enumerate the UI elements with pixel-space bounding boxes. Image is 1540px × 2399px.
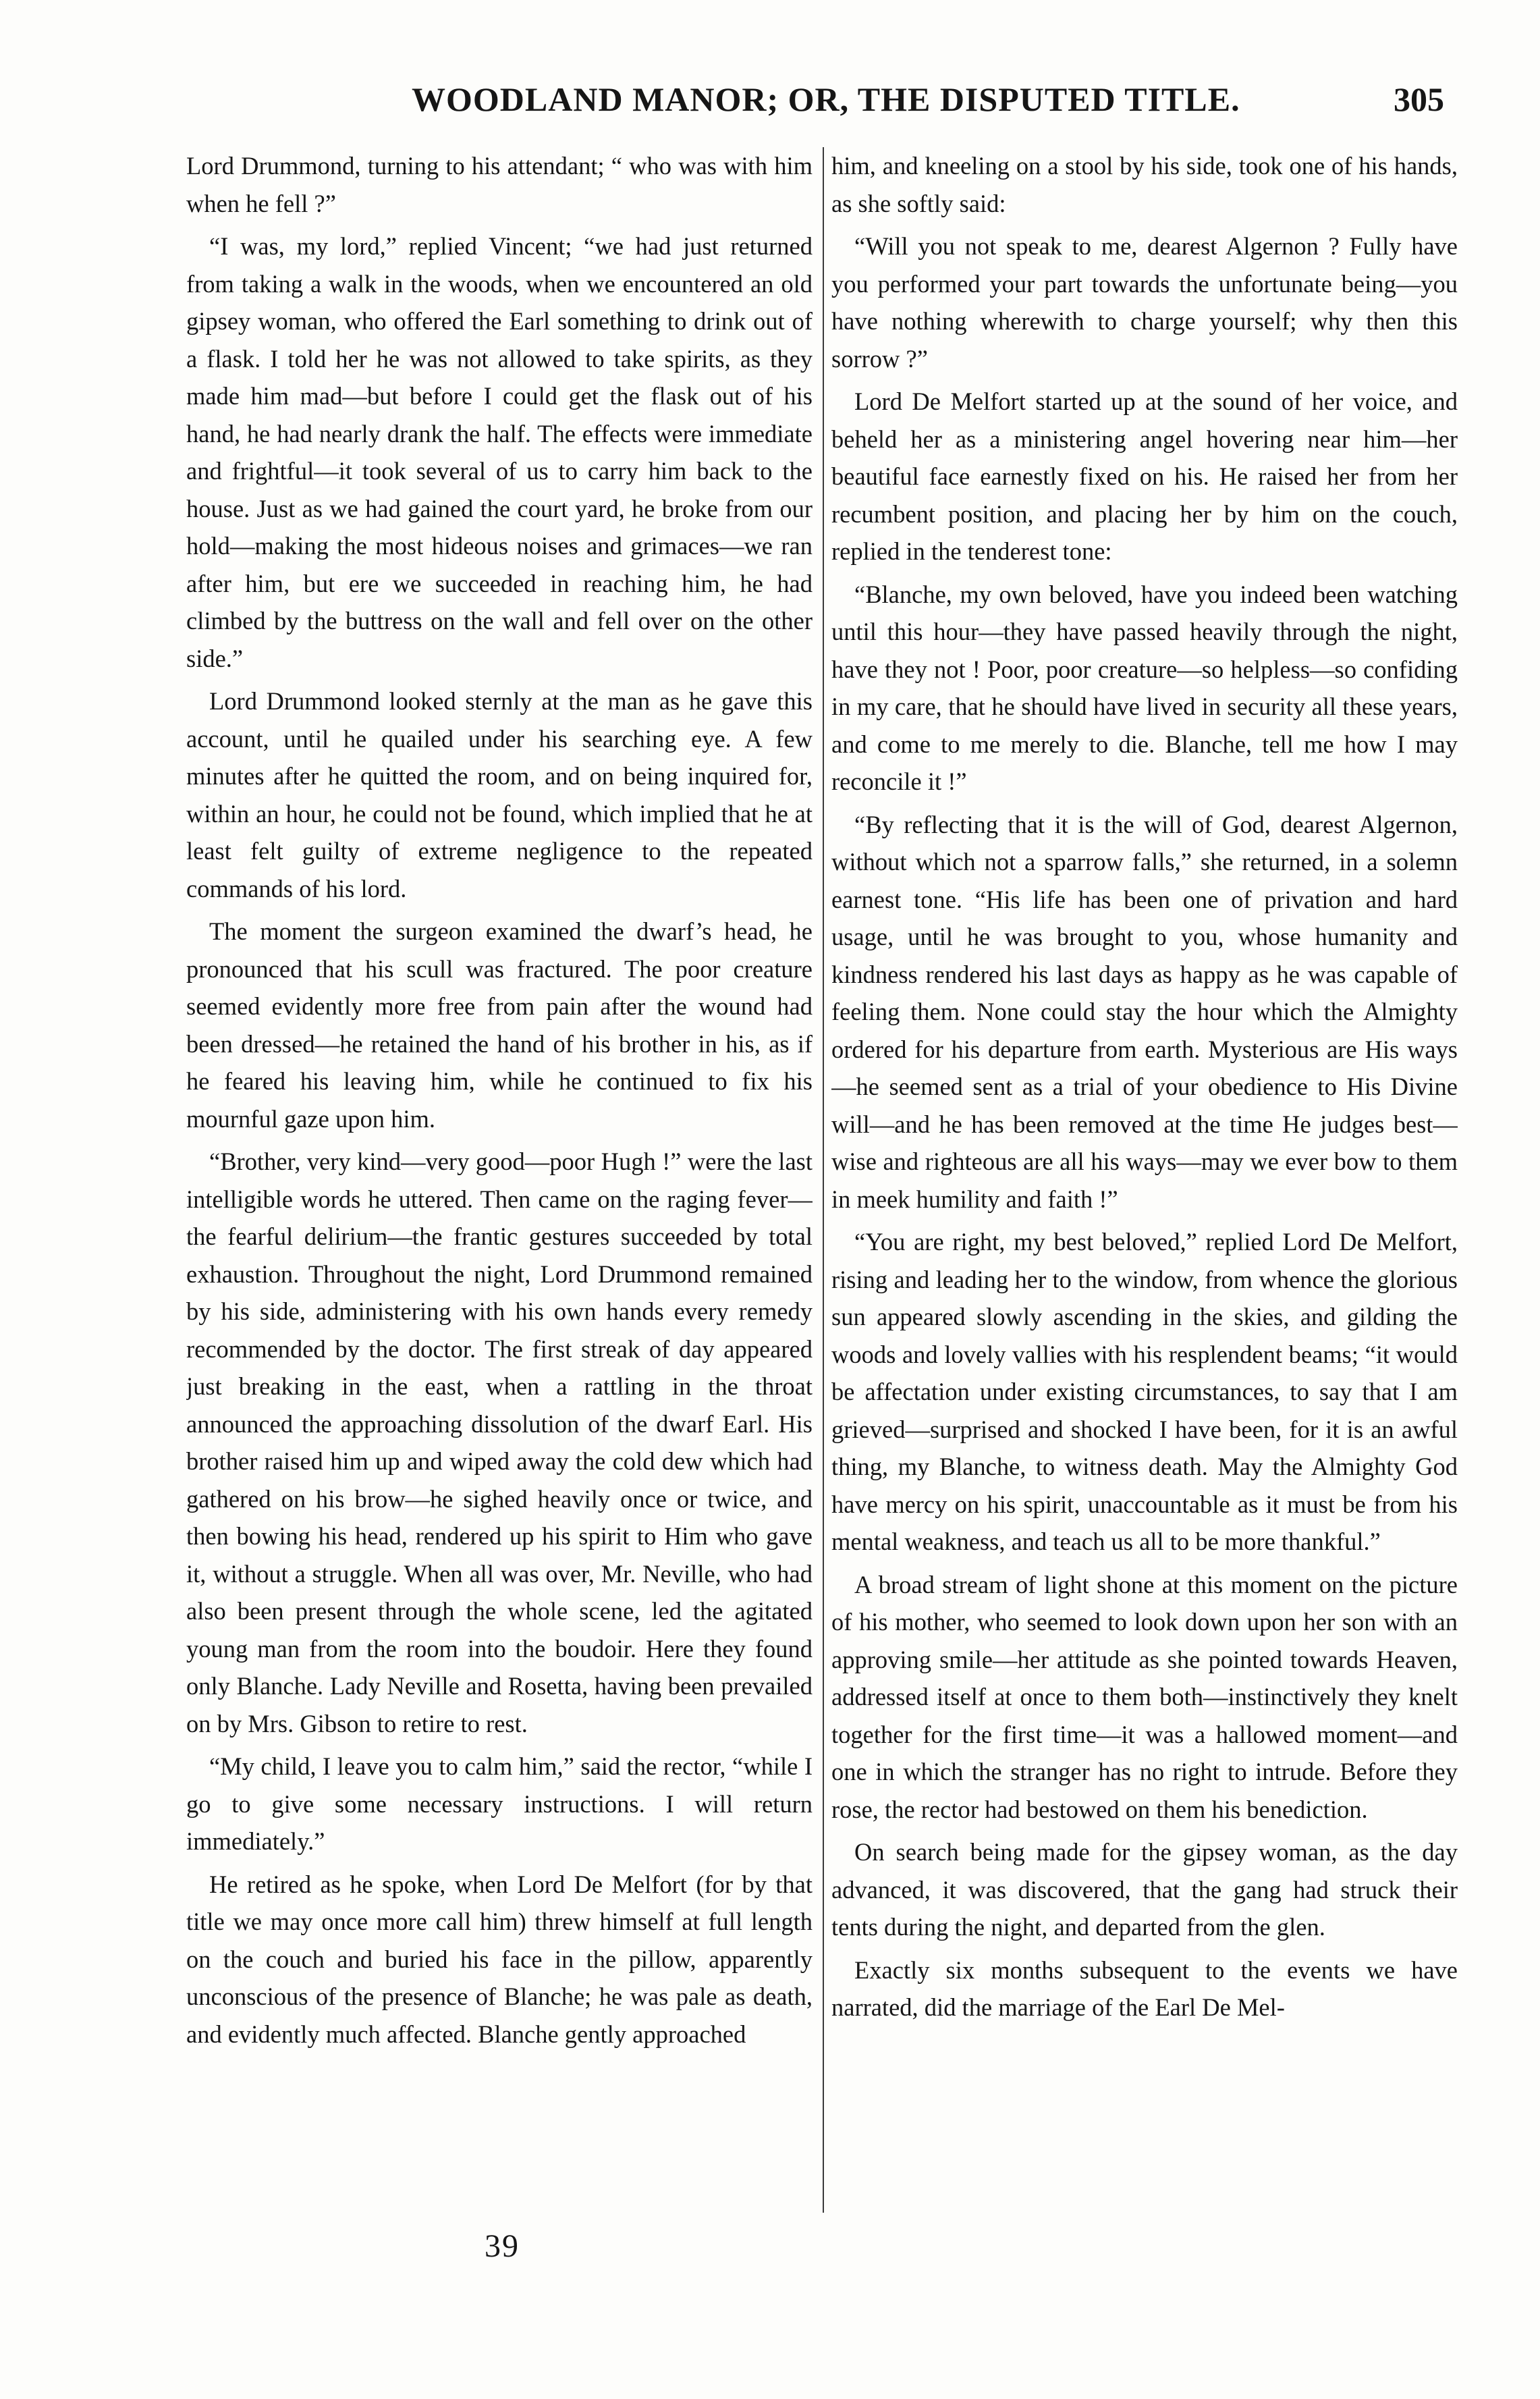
paragraph: A broad stream of light shone at this moment on the picture of his mother, who seemed to look down upon her son with an approving smile—her attitude as she pointed towards Heaven, addressed itself at once to them both—instinctively they knelt together for the first time—it was a hallowed moment—and one in which the stranger has no right to intrude. Before they rose, the rector had bestowed on them his benediction. xyxy=(831,1570,1458,1823)
paragraph: He retired as he spoke, when Lord De Melfort (for by that title we may once more call him) threw himself at full length on the couch and buried his face in the pillow, apparently unconscious of the presence of Blanche; he was pale as death, and evidently much affected. Blanche gently approached xyxy=(186,1870,813,2048)
paragraph: “Blanche, my own beloved, have you indeed been watching until this hour—they have passed heavily through the night, have they not ! Poor, poor creature—so helpless—so confiding in my care, that he should have lived in security all these years, and come to me merely to die. Blanche, tell me how I may reconcile it !” xyxy=(831,580,1458,795)
paragraph: “By reflecting that it is the will of God, dearest Algernon, without which not a sparrow falls,” she returned, in a solemn earnest tone. “His life has been one of privation and hard usage, until he was brought to you, whose humanity and kindness rendered his last days as happy as he was capable of feeling them. None could stay the hour which the Almighty ordered for his departure from earth. Mysterious are His ways—he seemed sent as a trial of your obedience to His Divine will—and he has been removed at the time He judges best—wise and righteous are all his ways—may we ever bow to them in meek humility and faith !” xyxy=(831,810,1458,1213)
paragraph: Lord De Melfort started up at the sound of her voice, and beheld her as a ministering angel hovering near him—her beautiful face earnestly fixed on his. He raised her from her recumbent position, and placing her by him on the couch, replied in the tenderest tone: xyxy=(831,387,1458,565)
paragraph: “Brother, very kind—very good—poor Hugh !” were the last intelligible words he uttered. Then came on the raging fever—the fearful delirium—the frantic gestures succeeded by total exhaustion. Throughout the night, Lord Drummond remained by his side, administering with his own hands every remedy recommended by the doctor. The first streak of day appeared just breaking in the east, when a rattling in the throat announced the approaching dissolution of the dwarf Earl. His brother raised him up and wiped away the cold dew which had gathered on his brow—he sighed heavily once or twice, and then bowing his head, rendered up his spirit to Him who gave it, without a struggle. When all was over, Mr. Neville, who had also been present through the whole scene, led the agitated young man from the room into the boudoir. Here they found only Blanche. Lady Neville and Rosetta, having been prevailed on by Mrs. Gibson to retire to rest. xyxy=(186,1148,813,1737)
paragraph: Exactly six months subsequent to the events we have narrated, did the marriage of the Earl De Mel- xyxy=(831,1956,1458,2021)
paragraph: On search being made for the gipsey woman, as the day advanced, it was discovered, that the gang had struck their tents during the night, and departed from the glen. xyxy=(831,1838,1458,1941)
left-column xyxy=(186,147,813,2199)
paragraph: him, and kneeling on a stool by his side, took one of his hands, as she softly said: xyxy=(831,152,1458,217)
page-number: 305 xyxy=(1394,80,1444,118)
paragraph: “My child, I leave you to calm him,” said the rector, “while I go to give some necessary instructions. I will return immediately.” xyxy=(186,1752,813,1855)
running-title: WOODLAND MANOR; OR, THE DISPUTED TITLE. xyxy=(412,80,1240,118)
paragraph: The moment the surgeon examined the dwarf’s head, he pronounced that his scull was fractured. The poor creature seemed evidently more free from pain after the wound had been dressed—he retained the hand of his brother in his, as if he feared his leaving him, while he continued to fix his mournful gaze upon him. xyxy=(186,917,813,1133)
signature-mark: 39 xyxy=(485,2228,520,2264)
paragraph: “You are right, my best beloved,” replied Lord De Melfort, rising and leading her to the window, from whence the glorious sun appeared slowly ascending in the skies, and gilding the woods and lovely vallies with his resplendent beams; “it would be affectation under existing circumstances, to say that I am grieved—surprised and shocked I have been, for it is an awful thing, my Blanche, to witness death. May the Almighty God have mercy on his spirit, unaccountable as it must be from his mental weakness, and teach us all to be more thankful.” xyxy=(831,1228,1458,1555)
right-column xyxy=(831,147,1458,2199)
paragraph: “I was, my lord,” replied Vincent; “we had just returned from taking a walk in the woods, when we encountered an old gipsey woman, who offered the Earl something to drink out of a flask. I told her he was not allowed to take spirits, as they made him mad—but before I could get the flask out of his hand, he had nearly drank the half. The effects were immediate and frightful—it took several of us to carry him back to the house. Just as we had gained the court yard, he broke from our hold—making the most hideous noises and grimaces—we ran after him, but ere we succeeded in reaching him, he had climbed by the buttress on the wall and fell over on the other side.” xyxy=(186,232,813,672)
paragraph: Lord Drummond looked sternly at the man as he gave this account, until he quailed under his searching eye. A few minutes after he quitted the room, and on being inquired for, within an hour, he could not be found, which implied that he at least felt guilty of extreme negligence to the repeated commands of his lord. xyxy=(186,687,813,902)
paragraph: Lord Drummond, turning to his attendant; “ who was with him when he fell ?” xyxy=(186,152,813,217)
paragraph: “Will you not speak to me, dearest Algernon ? Fully have you performed your part towards the unfortunate being—you have nothing wherewith to charge yourself; why then this sorrow ?” xyxy=(831,232,1458,373)
column-divider xyxy=(823,147,824,2213)
page-header xyxy=(182,80,1444,134)
